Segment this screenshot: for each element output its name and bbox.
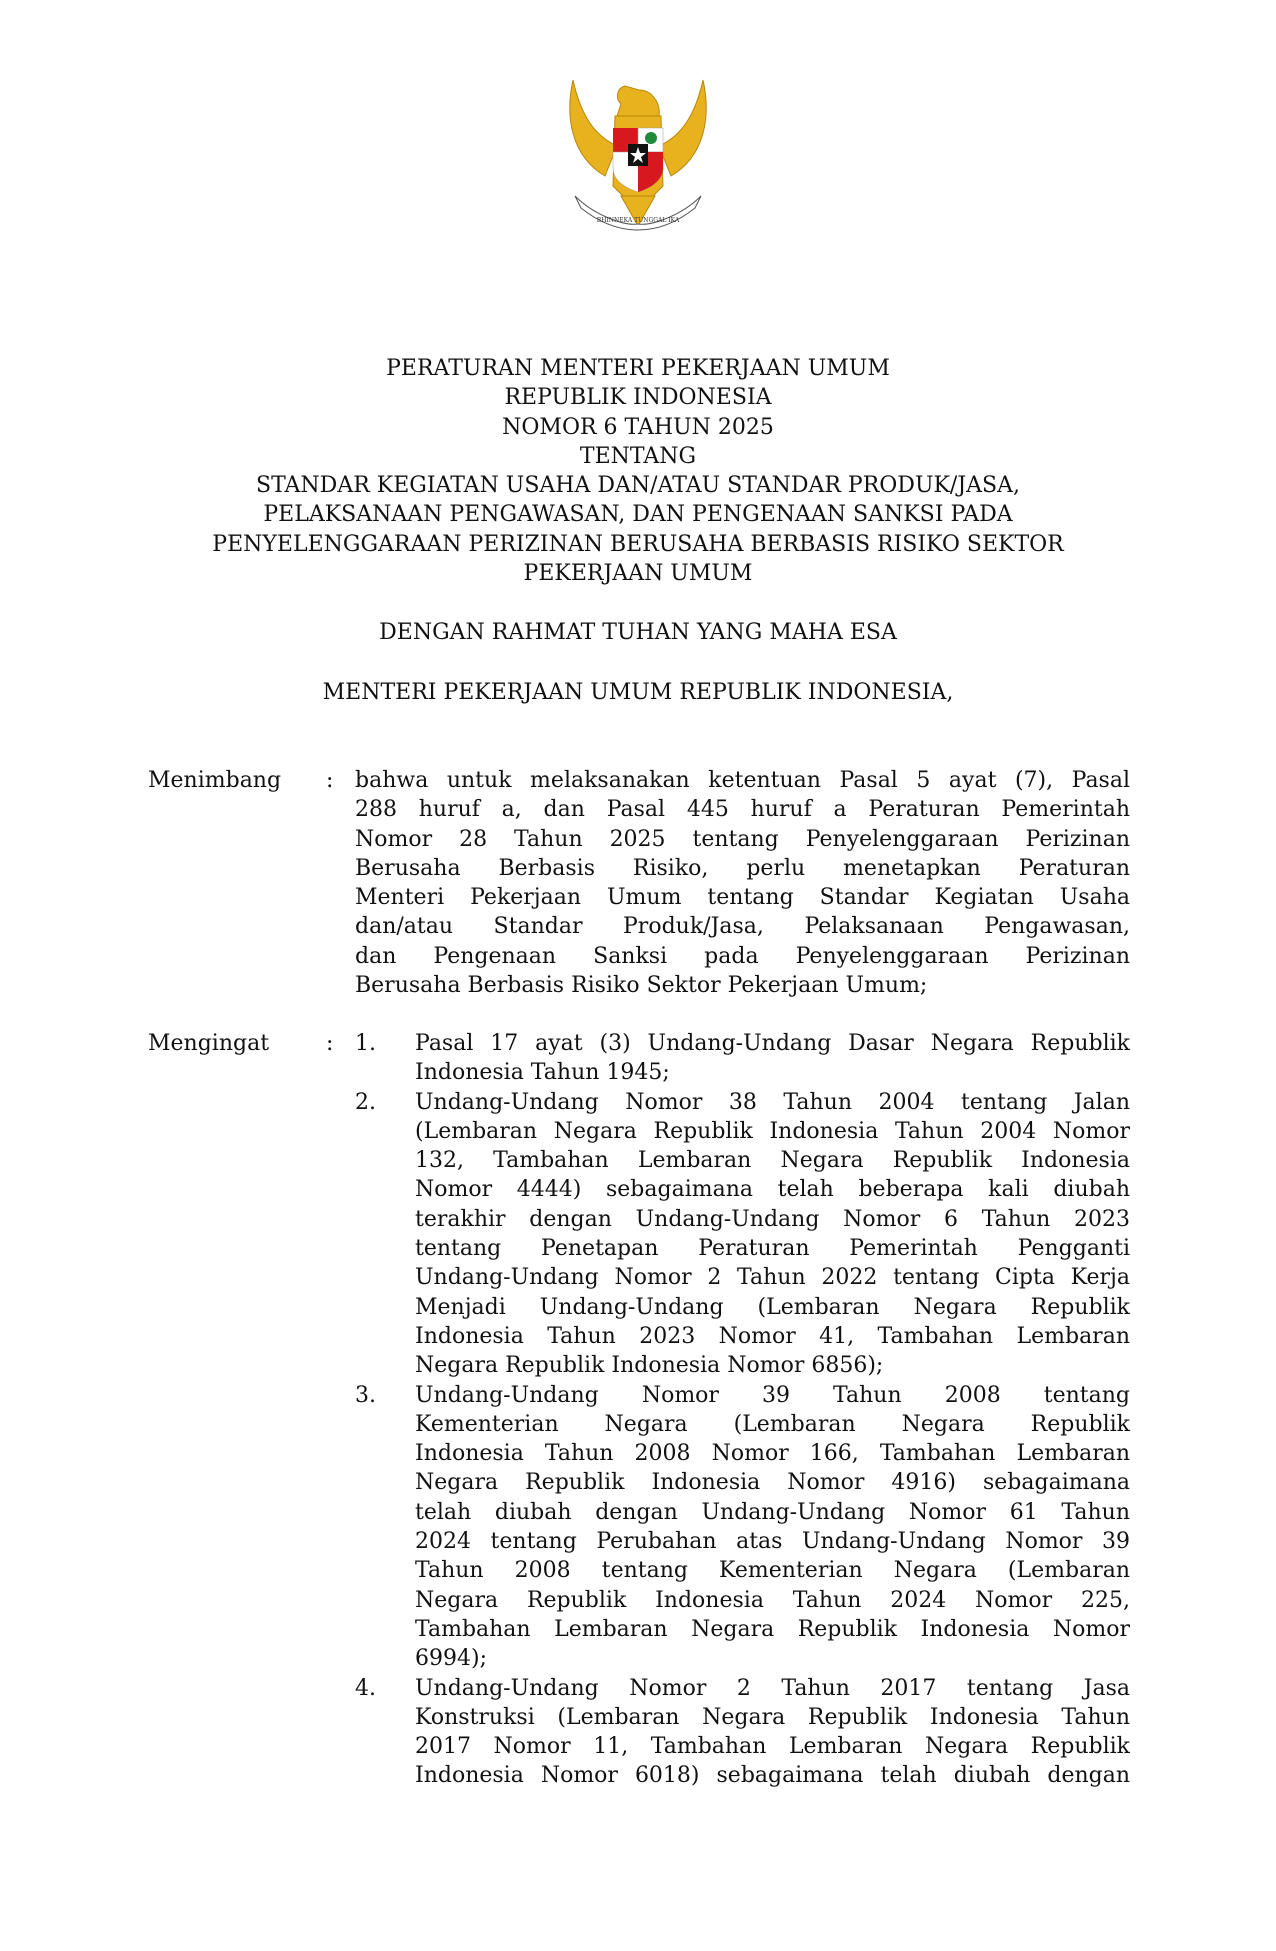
text-line: dan/atau Standar Produk/Jasa, Pelaksanaan Pengawasan, bbox=[355, 914, 1130, 940]
text-line: 132, Tambahan Lembaran Negara Republik Indonesia bbox=[415, 1148, 1130, 1174]
title-line: STANDAR KEGIATAN USAHA DAN/ATAU STANDAR PRODUK/JASA, bbox=[256, 473, 1020, 499]
text-line: Undang-Undang Nomor 38 Tahun 2004 tentang Jalan bbox=[415, 1089, 1130, 1115]
text-line: 2024 tentang Perubahan atas Undang-Undang Nomor 39 bbox=[415, 1529, 1130, 1555]
text-line: Nomor 4444) sebagaimana telah beberapa kali diubah bbox=[415, 1177, 1130, 1203]
title-line: REPUBLIK INDONESIA bbox=[504, 385, 772, 411]
item-text bbox=[415, 1029, 1130, 1088]
menimbang-colon: : bbox=[326, 768, 334, 793]
text-line: dan Pengenaan Sanksi pada Penyelenggaraan Perizinan bbox=[355, 943, 1130, 969]
text-line: Berusaha Berbasis Risiko Sektor Pekerjaan Umum; bbox=[355, 973, 928, 999]
text-line: Menteri Pekerjaan Umum tentang Standar Kegiatan Usaha bbox=[355, 885, 1130, 911]
menimbang-label: Menimbang bbox=[148, 768, 282, 793]
motto-ribbon-text: BHINNEKA TUNGGAL IKA bbox=[596, 217, 680, 224]
text-line: Indonesia Nomor 6018) sebagaimana telah diubah dengan bbox=[415, 1763, 1130, 1789]
text-line: Tambahan Lembaran Negara Republik Indonesia Nomor bbox=[415, 1616, 1130, 1642]
minister-heading: MENTERI PEKERJAAN UMUM REPUBLIK INDONESIA, bbox=[322, 680, 954, 705]
text-line: (Lembaran Negara Republik Indonesia Tahun 2004 Nomor bbox=[415, 1118, 1130, 1144]
text-line: Undang-Undang Nomor 39 Tahun 2008 tentang bbox=[415, 1382, 1130, 1408]
item-number: 4. bbox=[355, 1675, 376, 1701]
title-line: TENTANG bbox=[579, 443, 697, 469]
item-number: 3. bbox=[355, 1382, 376, 1408]
text-line: 6994); bbox=[415, 1646, 487, 1672]
title-line: PERATURAN MENTERI PEKERJAAN UMUM bbox=[386, 356, 890, 381]
text-line: Berusaha Berbasis Risiko, perlu menetapkan Peraturan bbox=[355, 855, 1130, 881]
title-line: PEKERJAAN UMUM bbox=[523, 561, 753, 587]
text-line: Negara Republik Indonesia Tahun 2024 Nomor 225, bbox=[415, 1587, 1130, 1613]
garuda-emblem bbox=[565, 76, 711, 232]
item-text bbox=[415, 1674, 1130, 1791]
title-line: NOMOR 6 TAHUN 2025 bbox=[502, 414, 774, 440]
text-line: 288 huruf a, dan Pasal 445 huruf a Peraturan Pemerintah bbox=[355, 797, 1130, 823]
text-line: Indonesia Tahun 2023 Nomor 41, Tambahan Lembaran bbox=[415, 1323, 1130, 1349]
text-line: Konstruksi (Lembaran Negara Republik Indonesia Tahun bbox=[415, 1704, 1130, 1730]
item-text bbox=[415, 1381, 1130, 1674]
item-text bbox=[415, 1088, 1130, 1381]
item-number: 2. bbox=[355, 1089, 376, 1115]
text-line: terakhir dengan Undang-Undang Nomor 6 Tahun 2023 bbox=[415, 1206, 1130, 1232]
text-line: Negara Republik Indonesia Nomor 4916) sebagaimana bbox=[415, 1470, 1130, 1496]
text-line: Undang-Undang Nomor 2 Tahun 2022 tentang Cipta Kerja bbox=[415, 1265, 1130, 1291]
text-line: bahwa untuk melaksanakan ketentuan Pasal 5 ayat (7), Pasal bbox=[355, 768, 1130, 793]
text-line: Menjadi Undang-Undang (Lembaran Negara Republik bbox=[415, 1294, 1130, 1320]
text-line: Pasal 17 ayat (3) Undang-Undang Dasar Negara Republik bbox=[415, 1031, 1130, 1056]
text-line: Tahun 2008 tentang Kementerian Negara (Lembaran bbox=[415, 1558, 1130, 1584]
invocation: DENGAN RAHMAT TUHAN YANG MAHA ESA bbox=[379, 620, 897, 645]
item-number: 1. bbox=[355, 1031, 376, 1056]
menimbang-text bbox=[355, 766, 1130, 1000]
mengingat-colon: : bbox=[326, 1031, 334, 1056]
text-line: Negara Republik Indonesia Nomor 6856); bbox=[415, 1353, 884, 1379]
title-line: PELAKSANAAN PENGAWASAN, DAN PENGENAAN SANKSI PADA bbox=[263, 502, 1013, 528]
text-line: tentang Penetapan Peraturan Pemerintah Pengganti bbox=[415, 1236, 1130, 1262]
title-line: PENYELENGGARAAN PERIZINAN BERUSAHA BERBASIS RISIKO SEKTOR bbox=[212, 531, 1064, 557]
text-line: Indonesia Tahun 2008 Nomor 166, Tambahan Lembaran bbox=[415, 1441, 1130, 1467]
text-line: Nomor 28 Tahun 2025 tentang Penyelenggaraan Perizinan bbox=[355, 826, 1130, 852]
text-line: Kementerian Negara (Lembaran Negara Republik bbox=[415, 1411, 1130, 1437]
text-line: 2017 Nomor 11, Tambahan Lembaran Negara Republik bbox=[415, 1734, 1130, 1760]
text-line: telah diubah dengan Undang-Undang Nomor 61 Tahun bbox=[415, 1499, 1130, 1525]
regulation-title bbox=[0, 354, 1276, 588]
text-line: Undang-Undang Nomor 2 Tahun 2017 tentang Jasa bbox=[415, 1675, 1130, 1701]
mengingat-label: Mengingat bbox=[148, 1031, 270, 1056]
text-line: Indonesia Tahun 1945; bbox=[415, 1060, 670, 1086]
